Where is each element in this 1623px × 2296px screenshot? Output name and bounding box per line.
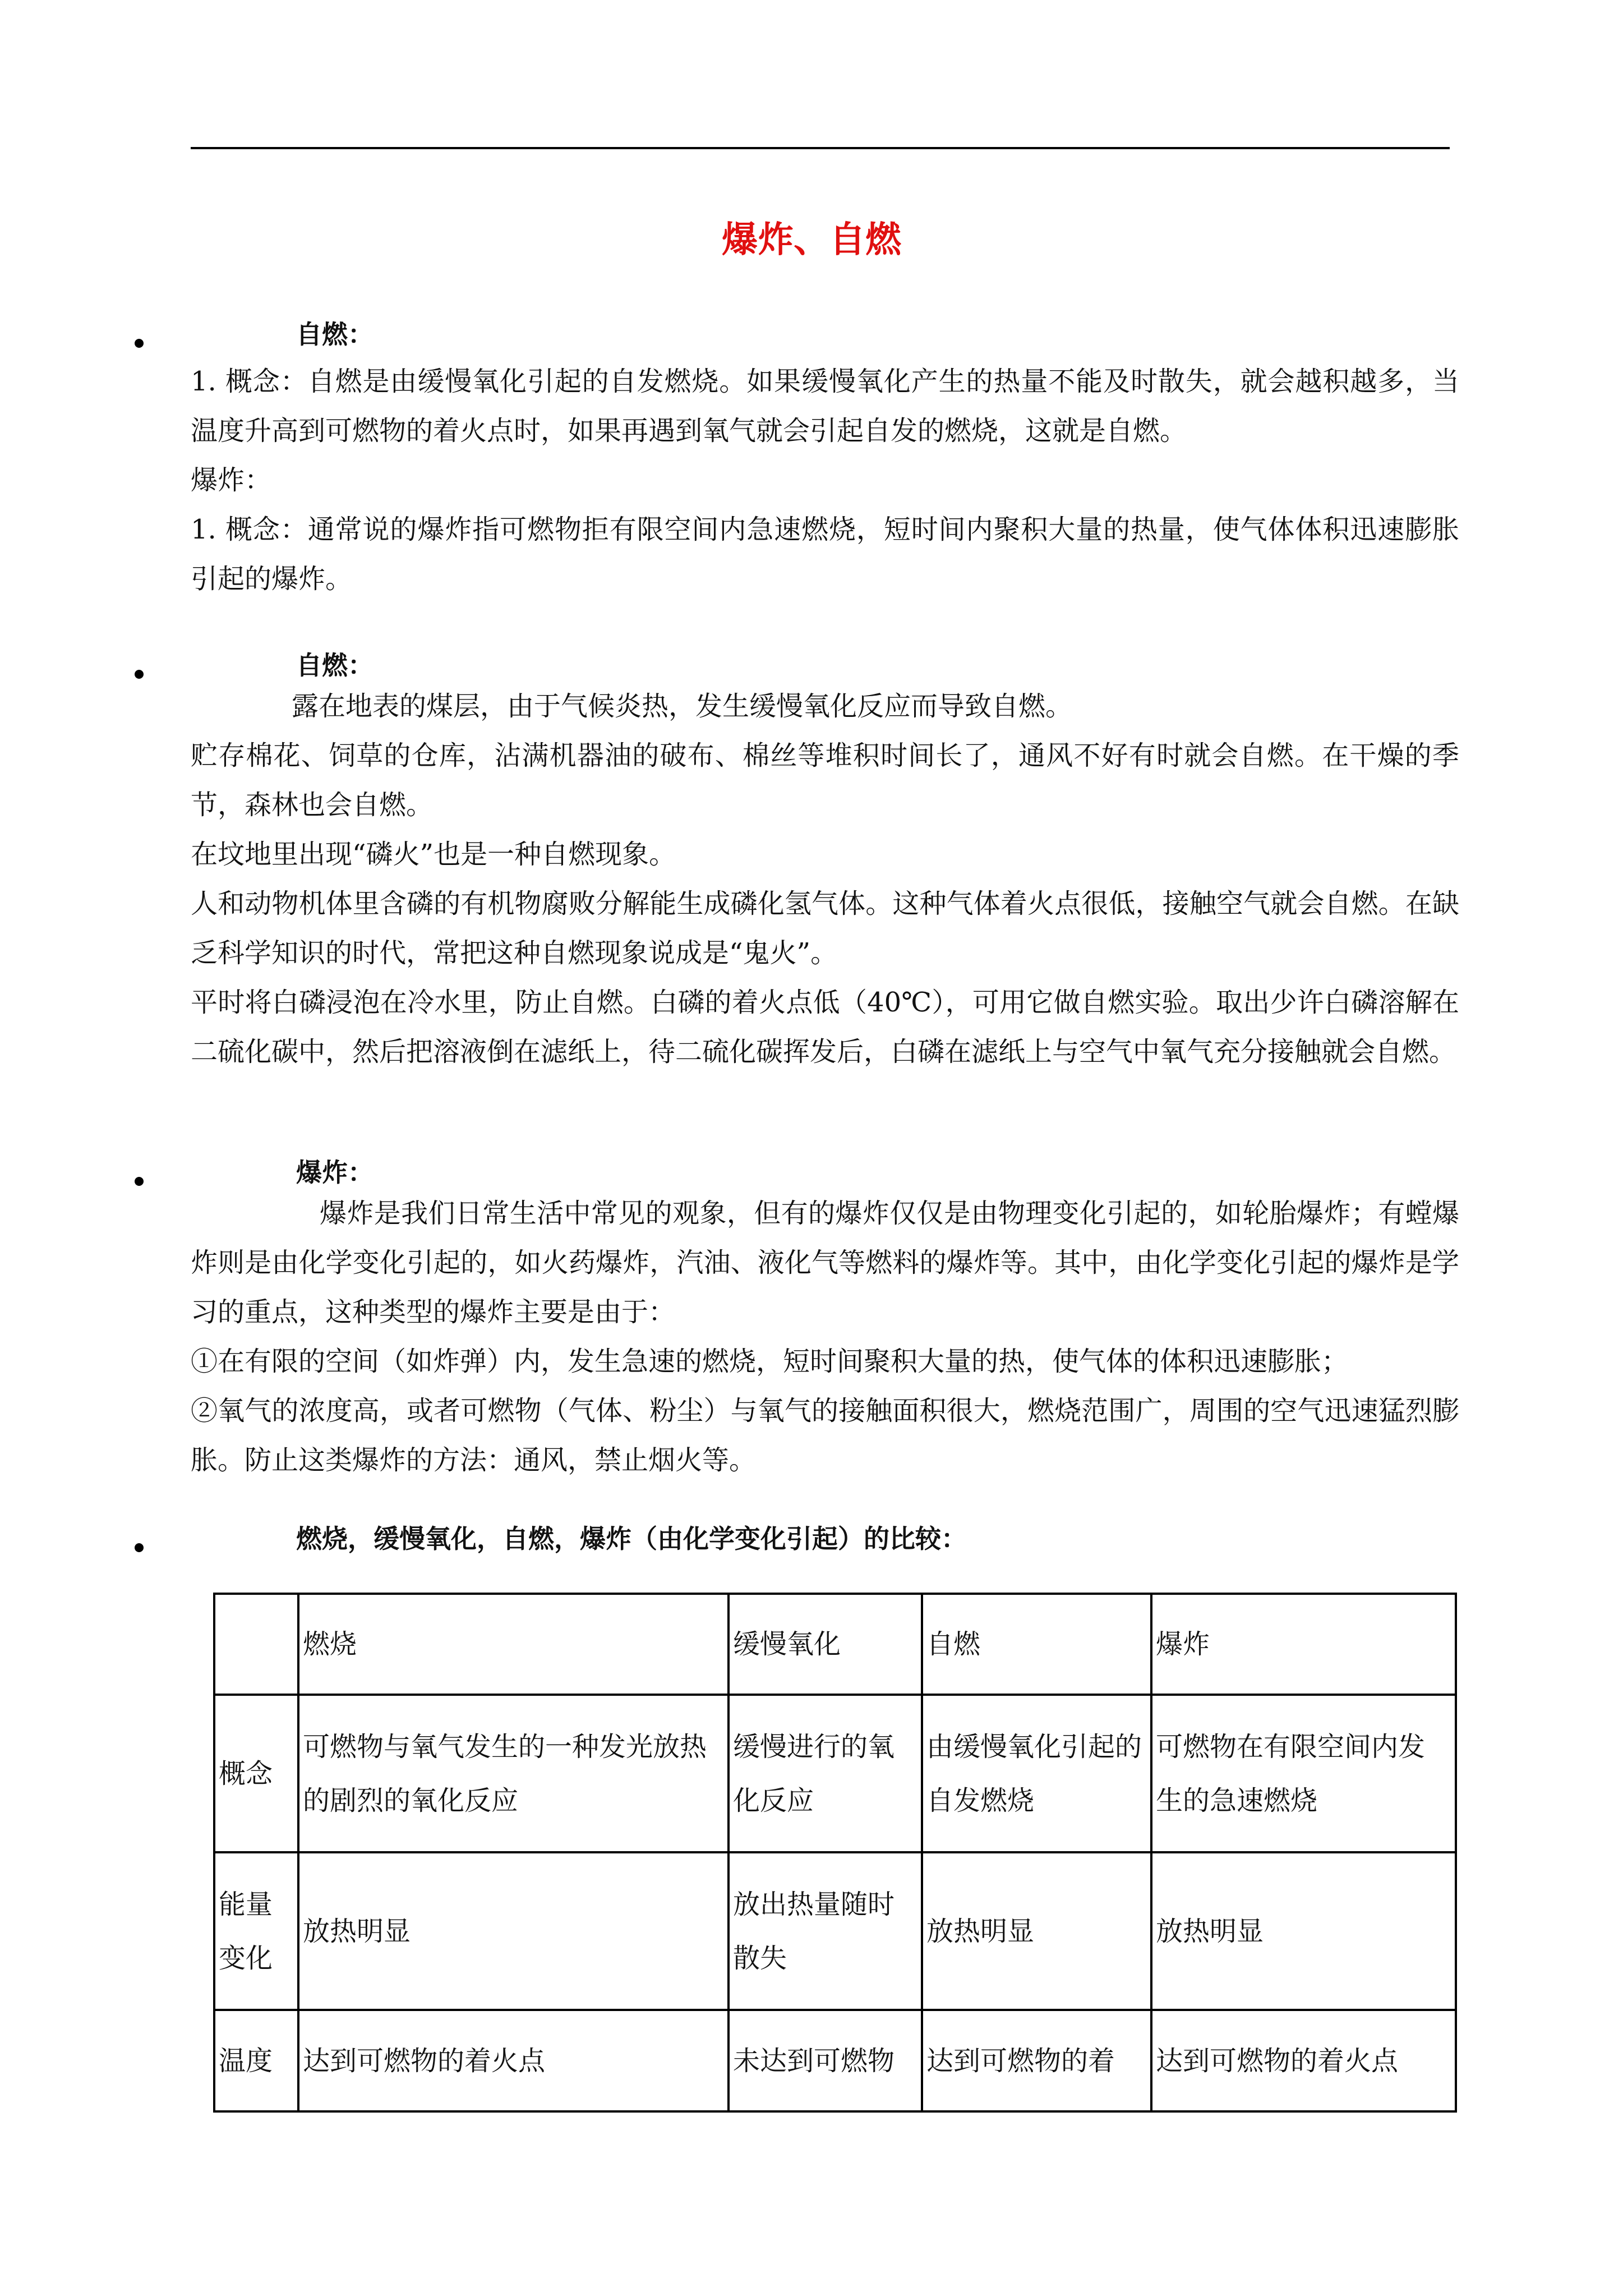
- comparison-table: [213, 1593, 1457, 2113]
- bullet-dot-icon: [135, 339, 144, 348]
- bullet-dot-icon: [135, 1177, 144, 1186]
- section-heading-label: 自燃：: [296, 319, 374, 349]
- paragraph: 露在地表的煤层，由于气候炎热，发生缓慢氧化反应而导致自燃。: [292, 691, 1073, 722]
- paragraph: ②氧气的浓度高，或者可燃物（气体、粉尘）与氧气的接触面积很大，燃烧范围广，周围的空气迅速猛烈膨胀。防止这类爆炸的方法：通风，禁止烟火等。: [191, 1395, 1459, 1476]
- table-cell: 放出热量随时散失: [728, 1852, 922, 2010]
- table-header-cell: 爆炸: [1151, 1594, 1456, 1695]
- page-title: 爆炸、自燃: [722, 219, 901, 261]
- table-header-cell: 自燃: [922, 1594, 1151, 1695]
- table-cell: 放热明显: [1151, 1852, 1456, 2010]
- table-header-row: [214, 1594, 1456, 1695]
- bullet-dot-icon: [135, 1543, 144, 1552]
- paragraph: 人和动物机体里含磷的有机物腐败分解能生成磷化氢气体。这种气体着火点很低，接触空气就会自燃。在缺乏科学知识的时代，常把这种自燃现象说成是“鬼火”。: [191, 888, 1459, 969]
- table-header-cell: 燃烧: [298, 1594, 728, 1695]
- section-heading-label: 爆炸：: [296, 1157, 374, 1188]
- table-row-label: 概念: [214, 1695, 298, 1852]
- paragraph: 1. 概念：自燃是由缓慢氧化引起的自发燃烧。如果缓慢氧化产生的热量不能及时散失，就会越积越多，当温度升高到可燃物的着火点时，如果再遇到氧气就会引起自发的燃烧，这就是自燃。: [191, 366, 1459, 447]
- table-row: [214, 1852, 1456, 2010]
- section-heading-label: 自燃：: [296, 650, 374, 680]
- table-cell: 达到可燃物的着: [922, 2010, 1151, 2111]
- table-cell: 达到可燃物的着火点: [298, 2010, 728, 2111]
- table-cell: 可燃物在有限空间内发生的急速燃烧: [1151, 1695, 1456, 1852]
- table-cell: 未达到可燃物: [728, 2010, 922, 2111]
- bullet-dot-icon: [135, 670, 144, 679]
- paragraph: 在坟地里出现“磷火”也是一种自燃现象。: [191, 839, 676, 870]
- paragraph: 平时将白磷浸泡在冷水里，防止自燃。白磷的着火点低（40℃），可用它做自燃实验。取出少许白磷溶解在二硫化碳中，然后把溶液倒在滤纸上，待二硫化碳挥发后，白磷在滤纸上与空气中氧气充分接触就会自燃。: [191, 987, 1459, 1068]
- section-heading-label: 燃烧，缓慢氧化，自燃，爆炸（由化学变化引起）的比较：: [296, 1524, 967, 1554]
- table-cell: 缓慢进行的氧化反应: [728, 1695, 922, 1852]
- table-cell: 由缓慢氧化引起的自发燃烧: [922, 1695, 1151, 1852]
- paragraph: 爆炸：: [191, 464, 272, 496]
- paragraph: 1. 概念：通常说的爆炸指可燃物拒有限空间内急速燃烧，短时间内聚积大量的热量，使气体体积迅速膨胀引起的爆炸。: [191, 514, 1459, 595]
- table-cell: 放热明显: [922, 1852, 1151, 2010]
- table-row: [214, 2010, 1456, 2111]
- paragraph: 贮存棉花、饲草的仓库，沾满机器油的破布、棉丝等堆积时间长了，通风不好有时就会自燃。在干燥的季节，森林也会自燃。: [191, 740, 1459, 821]
- table-header-cell: [214, 1594, 298, 1695]
- table-row-label: 能量变化: [214, 1852, 298, 2010]
- header-rule: [191, 147, 1450, 149]
- paragraph: ①在有限的空间（如炸弹）内，发生急速的燃烧，短时间聚积大量的热，使气体的体积迅速膨胀；: [191, 1346, 1349, 1377]
- table-cell: 可燃物与氧气发生的一种发光放热的剧烈的氧化反应: [298, 1695, 728, 1852]
- table-header-cell: 缓慢氧化: [728, 1594, 922, 1695]
- table-cell: 放热明显: [298, 1852, 728, 2010]
- table-cell: 达到可燃物的着火点: [1151, 2010, 1456, 2111]
- paragraph: 爆炸是我们日常生活中常见的观象，但有的爆炸仅仅是由物理变化引起的，如轮胎爆炸；有螳爆炸则是由化学变化引起的，如火药爆炸，汽油、液化气等燃料的爆炸等。其中，由化学变化引起的爆炸是学习的重点，这种类型的爆炸主要是由于：: [191, 1198, 1459, 1328]
- table-row-label: 温度: [214, 2010, 298, 2111]
- table-row: [214, 1695, 1456, 1852]
